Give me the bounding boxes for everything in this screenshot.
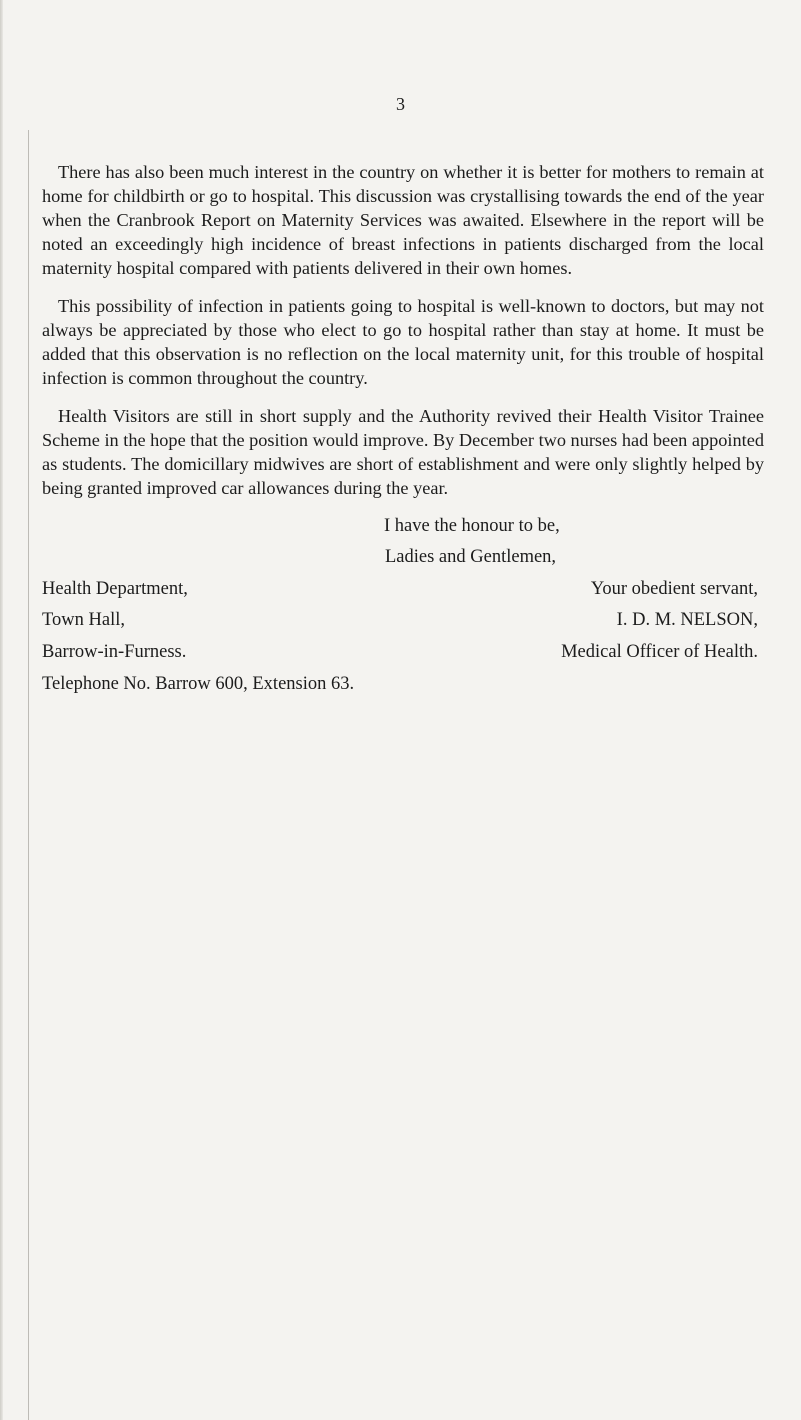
paragraph-text: Health Visitors are still in short supply and the Authority revived their Health Visitor Trainee Scheme in the hope that the position would improve. By December two nurses had been appointed as students. The domicillary midwives are short of establishment and were only slightly helped by being granted improved car allowances during the year. — [42, 406, 764, 498]
closing-line-honour: I have the honour to be, — [384, 516, 560, 536]
page-binding-line — [28, 130, 29, 1420]
signature-title: Medical Officer of Health. — [561, 642, 758, 662]
address-building: Town Hall, — [42, 610, 125, 630]
paragraph-text: This possibility of infection in patients going to hospital is well-known to doctors, but may not always be appreciated by those who elect to go to hospital rather than stay at home. It must be added that this observation is no reflection on the local maternity unit, for this trouble of hospital infection is common throughout the country. — [42, 296, 764, 388]
page-binding-edge — [0, 0, 3, 1420]
telephone-line: Telephone No. Barrow 600, Extension 63. — [42, 674, 355, 694]
paragraph-maternity — [42, 160, 764, 280]
paragraph-infection — [42, 294, 764, 390]
address-department: Health Department, — [42, 579, 188, 599]
closing-line-salutation: Ladies and Gentlemen, — [385, 547, 557, 567]
page-number: 3 — [396, 94, 405, 114]
paragraph-text: There has also been much interest in the country on whether it is better for mothers to remain at home for childbirth or go to hospital. This discussion was crystallising towards the end of the year when the Cranbrook Report on Maternity Services was awaited. Elsewhere in the report will be noted an exceedingly high incidence of breast infections in patients discharged from the local maternity hospital compared with patients delivered in their own homes. — [42, 162, 764, 278]
signature-name: I. D. M. NELSON, — [616, 610, 758, 630]
paragraph-health-visitors — [42, 404, 764, 500]
signature-valediction: Your obedient servant, — [590, 579, 758, 599]
address-town: Barrow-in-Furness. — [42, 642, 187, 662]
